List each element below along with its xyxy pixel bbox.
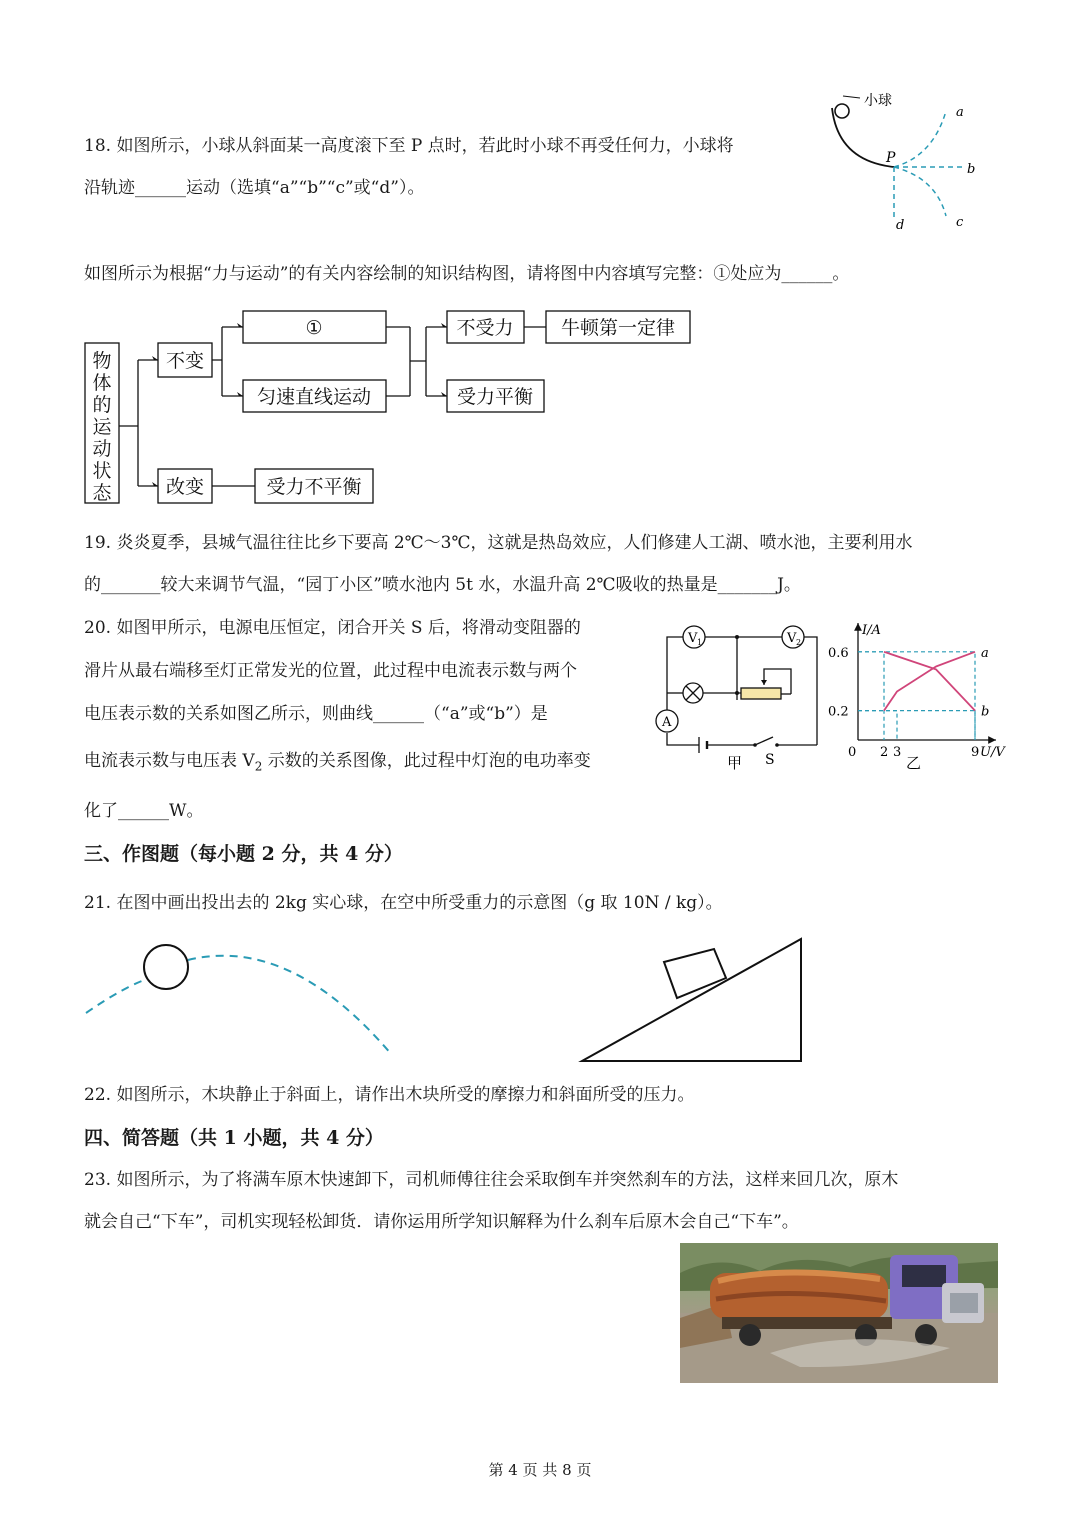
q20-line2: 滑片从最右端移至灯正常发光的位置，此过程中电流表示数与两个 [84, 661, 577, 681]
root-char-7: 态 [92, 482, 112, 504]
v1-label: V [688, 631, 698, 646]
rheostat [741, 688, 781, 699]
small-ball [835, 104, 849, 118]
q20-line4-subscript: 2 [254, 759, 263, 774]
q23-line2: 就会自己“下车”，司机实现轻松卸货．请你运用所学知识解释为什么刹车后原木会自己“下车”。 [84, 1212, 799, 1232]
y-tick-0.2: 0.2 [828, 704, 849, 720]
iu-chart [820, 615, 1020, 775]
page-footer: 第 4 页 共 8 页 [488, 1461, 592, 1479]
log-truck-photo [680, 1243, 998, 1383]
q21-text: 21. 在图中画出投出去的 2kg 实心球，在空中所受重力的示意图（g 取 10N / kg）。 [84, 893, 723, 913]
x-tick-2: 2 [880, 745, 889, 760]
chart-caption: 乙 [906, 754, 922, 772]
q20-line4 [84, 750, 591, 777]
guide-line-2 [858, 652, 975, 740]
unchanged-label: 不变 [165, 350, 205, 372]
incline-figure [578, 935, 808, 1065]
chart-series [884, 652, 975, 711]
knowledge-question: 如图所示为根据“力与运动”的有关内容绘制的知识结构图，请将图中内容填写完整：①处应为______。 [84, 264, 850, 284]
root-char-3: 的 [92, 394, 112, 416]
label-a: a [956, 105, 964, 120]
q18-line2: 沿轨迹______运动（选填“a”“b”“c”或“d”）。 [84, 178, 425, 198]
ammeter-label: A [662, 715, 672, 730]
projectile-figure [80, 940, 400, 1060]
label-d: d [896, 218, 905, 233]
solid-ball [144, 945, 188, 989]
path-before-ball [86, 978, 150, 1013]
v1-subscript: 1 [697, 638, 703, 647]
root-char-2: 体 [92, 372, 112, 394]
newton-law-label: 牛顿第一定律 [560, 317, 676, 339]
point-p-label: P [886, 150, 896, 166]
v2-label: V [787, 631, 797, 646]
q23-line1: 23. 如图所示，为了将满车原木快速卸下，司机师傅往往会采取倒车并突然刹车的方法，这样来回几次，原木 [84, 1170, 899, 1190]
q20-line5: 化了______W。 [84, 801, 204, 821]
log-truck-illustration [680, 1243, 998, 1383]
guide-line-3 [858, 711, 897, 740]
root-char-1: 物 [92, 350, 112, 372]
x-tick-9: 9 [971, 745, 980, 760]
guide-line-1 [858, 652, 884, 740]
circuit-diagram [645, 615, 820, 775]
chart-guides [858, 652, 975, 740]
unbalanced-force-label: 受力不平衡 [266, 476, 362, 498]
section-4-heading: 四、简答题（共 1 小题，共 4 分） [84, 1127, 384, 1149]
circuit-caption: 甲 [727, 754, 743, 772]
v2-subscript: 2 [796, 638, 802, 647]
blank-label: ① [305, 317, 323, 339]
q20-line1: 20. 如图甲所示，电源电压恒定，闭合开关 S 后，将滑动变阻器的 [84, 618, 581, 638]
q18-line1: 18. 如图所示，小球从斜面某一高度滚下至 P 点时，若此时小球不再受任何力，小球将 [84, 136, 734, 156]
label-c: c [956, 215, 964, 230]
x-axis-label: U/V [980, 745, 1005, 760]
y-axis-label: I/A [862, 623, 881, 638]
q18-trajectory-figure [818, 86, 1008, 236]
trajectory-c [894, 167, 946, 216]
q19-line2: 的_______较大来调节气温，“园丁小区”喷水池内 5t 水，水温升高 2℃吸收的热量是_______J。 [84, 575, 801, 595]
section-3-heading: 三、作图题（每小题 2 分，共 4 分） [84, 843, 403, 865]
q20-line4-end: 示数的关系图像，此过程中灯泡的电功率变 [262, 751, 591, 771]
root-char-4: 运 [92, 416, 112, 438]
trajectory-a [894, 111, 946, 167]
guide-line-4 [858, 711, 975, 740]
root-char-5: 动 [92, 438, 112, 460]
incline-track [832, 108, 894, 167]
y-tick-0.6: 0.6 [828, 645, 849, 661]
series-b-label: b [981, 704, 990, 720]
series-a-label: a [981, 645, 989, 661]
x-tick-0: 0 [848, 745, 857, 760]
q20-line4-start: 电流表示数与电压表 V [84, 751, 255, 771]
series-b-line [884, 652, 975, 711]
path-after-ball [188, 956, 392, 1055]
q20-line3: 电压表示数的关系如图乙所示，则曲线______（“a”或“b”）是 [84, 704, 548, 724]
ball-label: 小球 [864, 93, 892, 109]
chart-labels [828, 646, 989, 760]
series-a-line [884, 652, 975, 711]
x-tick-3: 3 [893, 745, 902, 760]
q22-text: 22. 如图所示，木块静止于斜面上，请作出木块所受的摩擦力和斜面所受的压力。 [84, 1085, 695, 1105]
root-char-6: 状 [92, 460, 112, 482]
label-b: b [967, 162, 976, 177]
knowledge-structure-diagram [80, 305, 720, 510]
q19-line1: 19. 炎炎夏季，县城气温往往比乡下要高 2℃～3℃，这就是热岛效应，人们修建人工湖、喷水池，主要利用水 [84, 533, 913, 553]
changed-label: 改变 [165, 476, 205, 498]
wooden-block [664, 949, 726, 998]
balanced-force-label: 受力平衡 [456, 386, 534, 408]
switch-label: S [765, 752, 775, 768]
uniform-motion-label: 匀速直线运动 [256, 386, 372, 408]
no-force-label: 不受力 [456, 317, 514, 339]
